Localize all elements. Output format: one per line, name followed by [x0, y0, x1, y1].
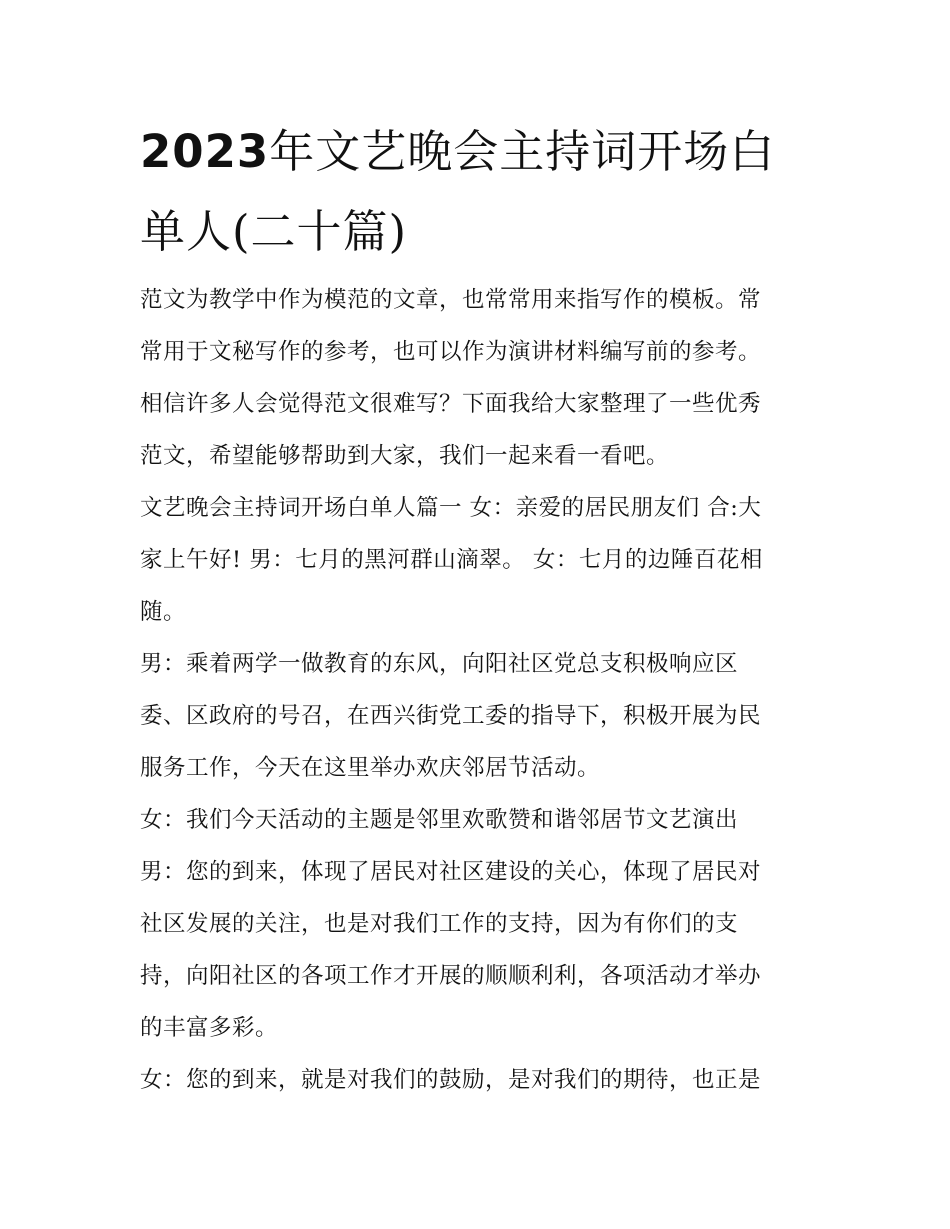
text-line: 女：我们今天活动的主题是邻里欢歌赞和谐邻居节文艺演出: [140, 807, 739, 833]
text-line: 男：乘着两学一做教育的东风，向阳社区党总支积极响应区: [140, 651, 739, 677]
text-line: 持，向阳社区的各项工作才开展的顺顺利利，各项活动才举办: [140, 963, 762, 989]
text-line: 相信许多人会觉得范文很难写？下面我给大家整理了一些优秀: [140, 391, 762, 417]
text-line: 范文，希望能够帮助到大家，我们一起来看一看吧。: [140, 443, 670, 469]
title-line-1: [140, 112, 820, 192]
title-year: 2023: [140, 125, 270, 178]
text-line: 常用于文秘写作的参考，也可以作为演讲材料编写前的参考。: [140, 339, 762, 365]
text-line: 随。: [140, 599, 187, 625]
text-line: 女：您的到来，就是对我们的鼓励，是对我们的期待，也正是: [140, 1067, 762, 1093]
text-line: 男：您的到来，体现了居民对社区建设的关心，体现了居民对: [140, 859, 762, 885]
document-title: [140, 112, 820, 272]
title-line-2: 单人(二十篇): [140, 205, 408, 258]
text-line: 家上午好! 男：七月的黑河群山滴翠。 女：七月的边陲百花相: [140, 547, 763, 573]
text-line: 的丰富多彩。: [140, 1015, 279, 1041]
text-line: 范文为教学中作为模范的文章，也常常用来指写作的模板。常: [140, 287, 762, 313]
title-line-1-text: 年文艺晚会主持词开场白: [269, 125, 776, 178]
text-line: 社区发展的关注，也是对我们工作的支持，因为有你们的支: [140, 911, 739, 937]
text-line: 文艺晚会主持词开场白单人篇一 女：亲爱的居民朋友们 合:大: [140, 495, 762, 521]
text-line: 委、区政府的号召，在西兴街党工委的指导下，积极开展为民: [140, 703, 762, 729]
body-text: [140, 274, 820, 1106]
text-line: 服务工作，今天在这里举办欢庆邻居节活动。: [140, 755, 601, 781]
